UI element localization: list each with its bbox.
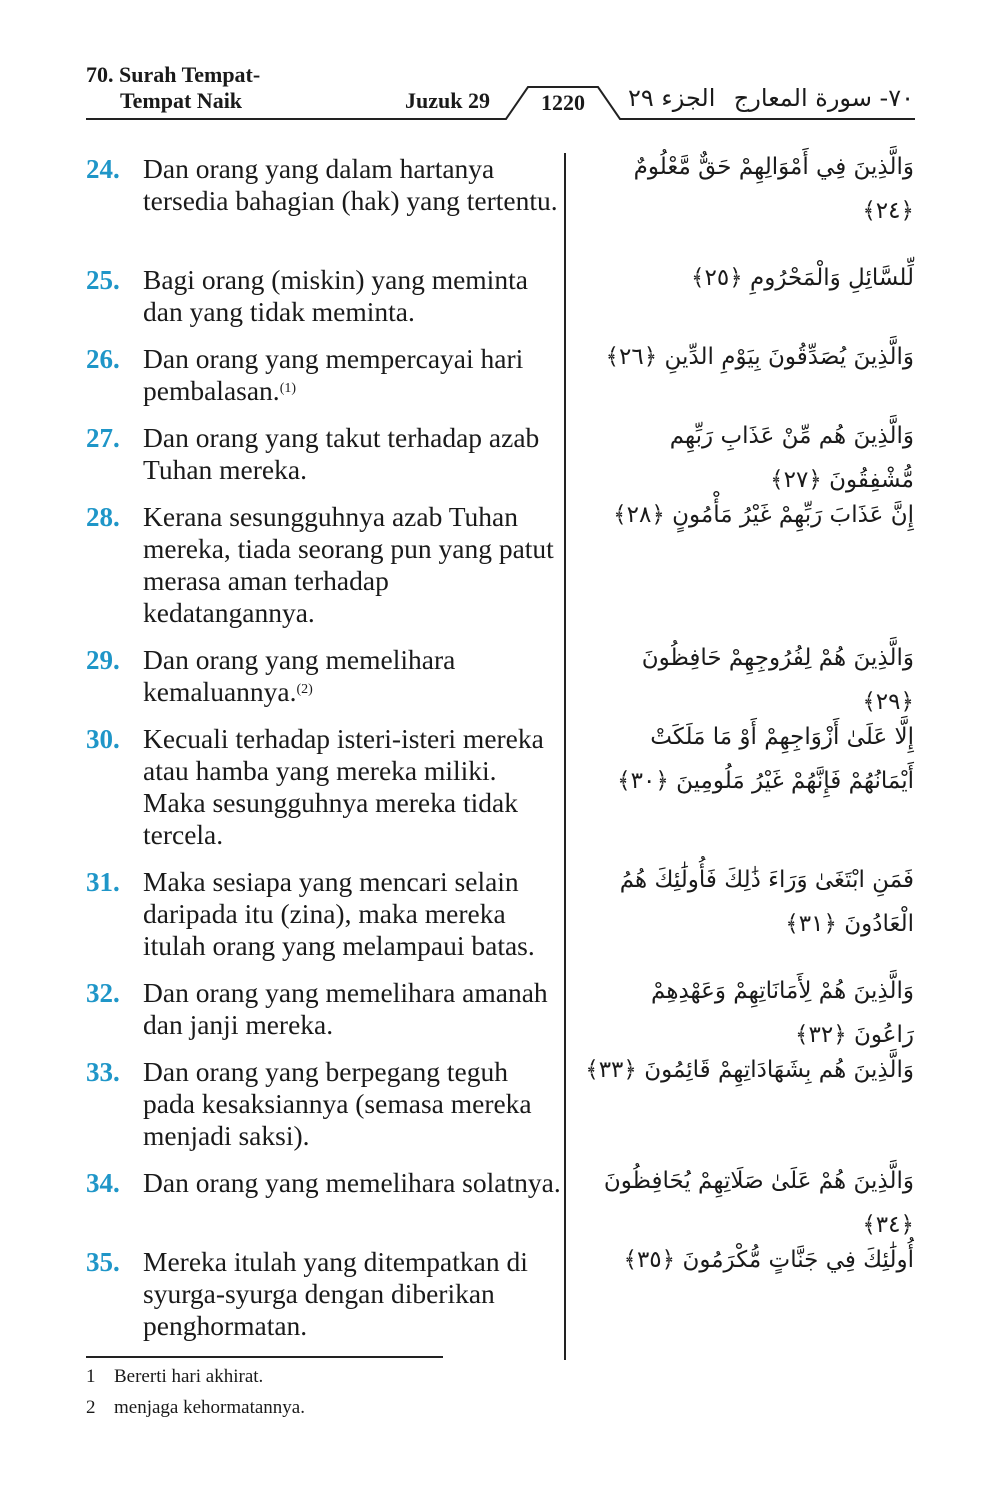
verse-translation: Dan orang yang dalam hartanya tersedia bahagian (hak) yang tertentu. <box>143 153 558 216</box>
verse-translation: Maka sesiapa yang mencari selain daripada itu (zina), maka mereka itulah orang yang melampaui batas. <box>143 866 535 961</box>
surah-title-line1: 70. Surah Tempat- <box>86 62 261 87</box>
verse-translation: Dan orang yang memelihara kemaluannya.$^{(2)}$ <box>143 644 456 707</box>
footnote-number: 2 <box>86 1397 96 1418</box>
footnote-rule <box>86 1356 443 1358</box>
verse-translation: Mereka itulah yang ditempatkan di syurga-syurga dengan diberikan penghormatan. <box>143 1246 528 1341</box>
verse-number: 33. <box>86 1057 120 1087</box>
verse-arabic: وَالَّذِينَ هُمْ لِفُرُوجِهِمْ حَافِظُونَ ﴿٢٩﴾ <box>641 645 914 715</box>
verse-translation: Dan orang yang takut terhadap azab Tuhan mereka. <box>143 422 540 485</box>
arabic-surah-title: ٧٠- سورة المعارج <box>733 84 914 112</box>
verse-arabic: وَالَّذِينَ هُمْ عَلَىٰ صَلَاتِهِمْ يُحَافِظُونَ ﴿٣٤﴾ <box>603 1168 914 1238</box>
verse-number: 24. <box>86 154 120 184</box>
verse-number: 27. <box>86 423 120 453</box>
verse-translation: Kecuali terhadap isteri-isteri mereka atau hamba yang mereka miliki. Maka sesungguhnya mereka tidak tercela. <box>143 723 544 850</box>
verse-translation: Dan orang yang memelihara amanah dan janji mereka. <box>143 977 548 1040</box>
verse-number: 29. <box>86 645 120 675</box>
verse-number: 25. <box>86 265 120 295</box>
surah-title-line2: Tempat Naik <box>120 88 243 113</box>
verse-translation: Bagi orang (miskin) yang meminta dan yang tidak meminta. <box>143 264 528 327</box>
verse-arabic: أُولَٰئِكَ فِي جَنَّاتٍ مُّكْرَمُونَ ﴿٣٥﴾ <box>623 1247 914 1273</box>
footnote-item <box>86 1366 263 1388</box>
footnote-text: menjaga kehormatannya. <box>114 1397 305 1418</box>
verse-number: 30. <box>86 724 120 754</box>
verse-number: 31. <box>86 867 120 897</box>
arabic-juz-label: الجزء ٢٩ <box>628 84 716 112</box>
verse-arabic: وَالَّذِينَ يُصَدِّقُونَ بِيَوْمِ الدِّينِ ﴿٢٦﴾ <box>605 344 914 370</box>
verse-arabic: وَالَّذِينَ فِي أَمْوَالِهِمْ حَقٌّ مَّعْلُومٌ ﴿٢٤﴾ <box>633 154 914 224</box>
verse-translation: Dan orang yang mempercayai hari pembalasan.$^{(1)}$ <box>143 343 524 406</box>
footnote-number: 1 <box>86 1366 96 1387</box>
verse-translation: Dan orang yang berpegang teguh pada kesaksiannya (semasa mereka menjadi saksi). <box>143 1056 532 1151</box>
verse-number: 28. <box>86 502 120 532</box>
verse-translation: Kerana sesungguhnya azab Tuhan mereka, tiada seorang pun yang patut merasa aman terhadap kedatangannya. <box>143 501 554 628</box>
verse-translation: Dan orang yang memelihara solatnya. <box>143 1167 561 1198</box>
header-rule <box>0 0 1000 130</box>
column-divider <box>564 153 566 1360</box>
verse-number: 32. <box>86 978 120 1008</box>
verse-number: 26. <box>86 344 120 374</box>
footnote-ref: (2) <box>296 682 313 697</box>
footnote-item <box>86 1397 305 1419</box>
footnote-text: Bererti hari akhirat. <box>114 1366 264 1387</box>
verse-arabic: فَمَنِ ابْتَغَىٰ وَرَاءَ ذَٰلِكَ فَأُولَٰئِكَ هُمُ الْعَادُونَ ﴿٣١﴾ <box>619 867 914 937</box>
verse-arabic: وَالَّذِينَ هُم مِّنْ عَذَابِ رَبِّهِم مُّشْفِقُونَ ﴿٢٧﴾ <box>669 423 914 493</box>
verse-arabic: إِلَّا عَلَىٰ أَزْوَاجِهِمْ أَوْ مَا مَلَكَتْ أَيْمَانُهُمْ فَإِنَّهُمْ غَيْرُ مَلُومِينَ ﴿٣٠﴾ <box>617 724 914 794</box>
footnote-ref: (1) <box>279 381 297 396</box>
verse-arabic: لِّلسَّائِلِ وَالْمَحْرُومِ ﴿٢٥﴾ <box>691 265 914 291</box>
juzuk-label: Juzuk 29 <box>405 88 490 113</box>
verse-number: 34. <box>86 1168 120 1198</box>
verse-arabic: وَالَّذِينَ هُم بِشَهَادَاتِهِمْ قَائِمُونَ ﴿٣٣﴾ <box>585 1057 914 1083</box>
page-number: 1220 <box>541 90 585 115</box>
verse-number: 35. <box>86 1247 120 1277</box>
verse-arabic: وَالَّذِينَ هُمْ لِأَمَانَاتِهِمْ وَعَهْدِهِمْ رَاعُونَ ﴿٣٢﴾ <box>651 978 914 1048</box>
verse-arabic: إِنَّ عَذَابَ رَبِّهِمْ غَيْرُ مَأْمُونٍ ﴿٢٨﴾ <box>613 502 914 528</box>
